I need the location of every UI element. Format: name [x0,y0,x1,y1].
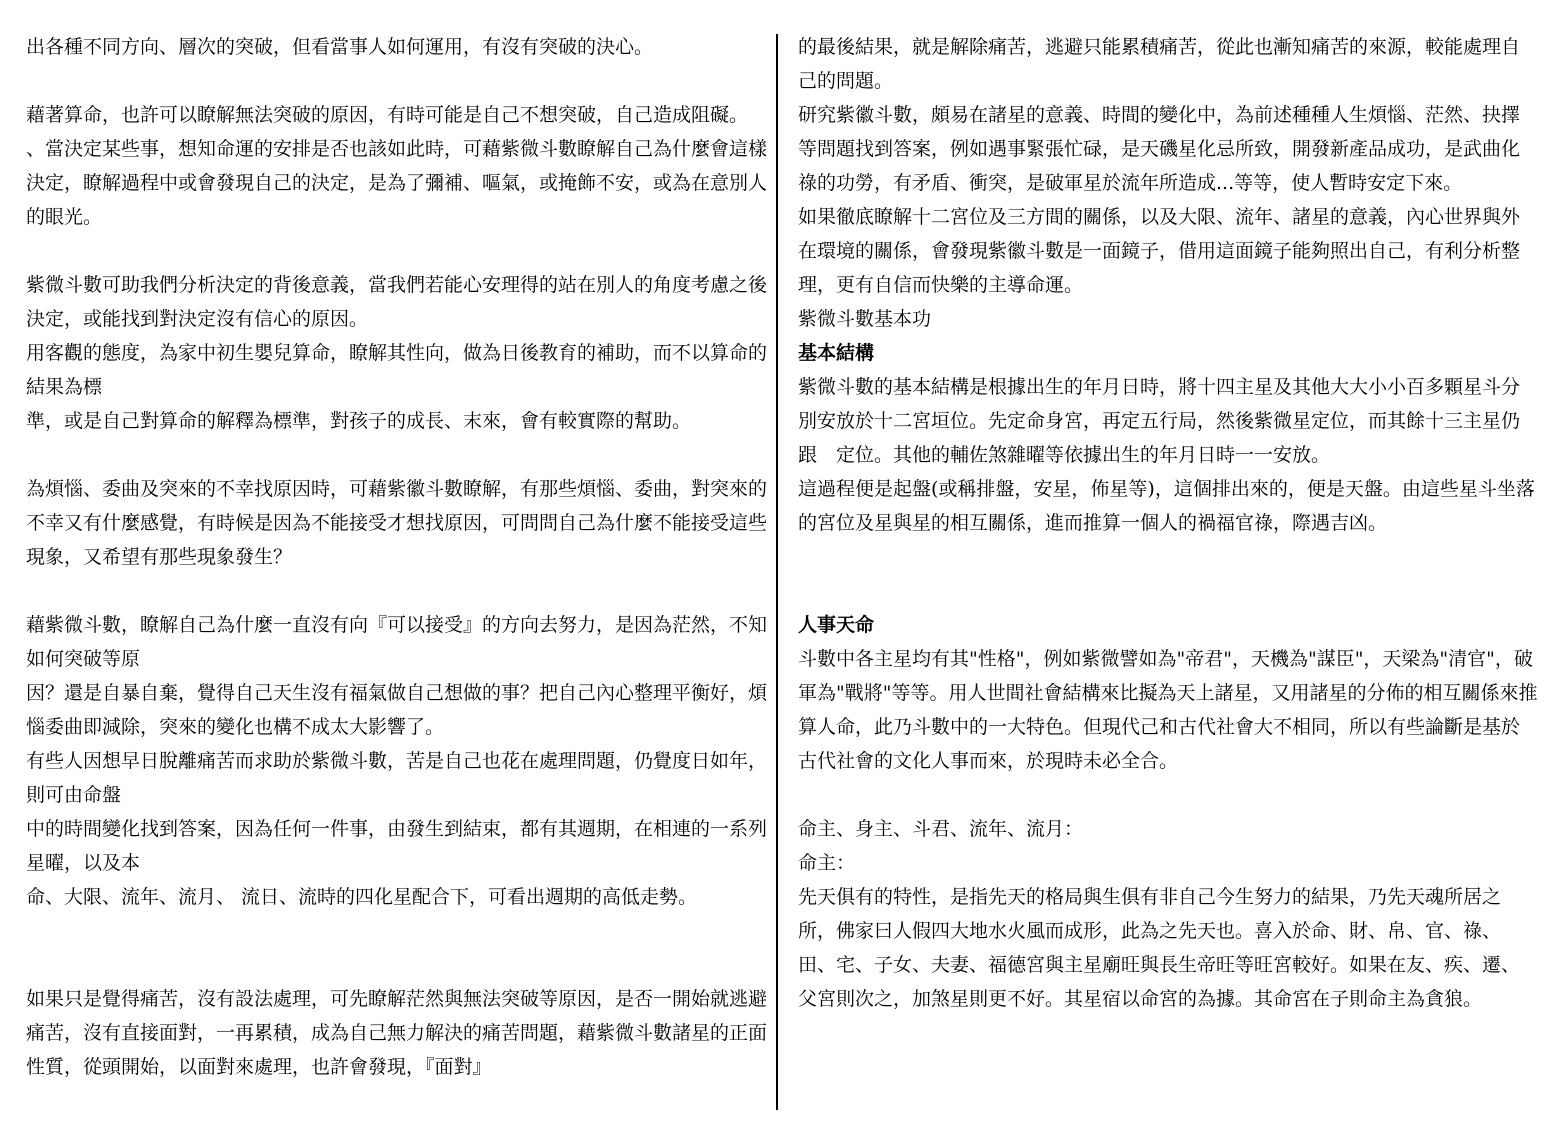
paragraph: 命、大限、流年、流月、 流日、流時的四化星配合下，可看出週期的高低走勢。 [26,886,698,908]
paragraph: 因？還是自暴自棄，覺得自己天生沒有福氣做自己想做的事？把自己內心整理平衡好，煩惱委曲即減除，突來的變化也構不成太大影響了。 [26,682,768,738]
paragraph: 藉紫微斗數，瞭解自己為什麼一直沒有向『可以接受』的方向去努力，是因為茫然，不知如何突破等原 [26,614,768,670]
paragraph: 如果徹底瞭解十二宮位及三方間的關係，以及大限、流年、諸星的意義，內心世界與外在環境的關係，會發現紫徽斗數是一面鏡子，借用這面鏡子能夠照出自己，有利分析整理，更有自信而快樂的主導命運。 [798,206,1521,296]
paragraph: 先天俱有的特性，是指先天的格局與生俱有非自己今生努力的結果，乃先天魂所居之所，佛家曰人假四大地水火風而成形，此為之先天也。喜入於命、財、帛、官、祿、田、宅、子女、夫妻、福德宮與主星廟旺與長生帝旺等旺宮較好。如果在友、疾、遷、父宮則次之，加煞星則更不好。其星宿以命宮的為據。其命宮在子則命主為貪狼。 [798,886,1521,1010]
paragraph: 命主： [798,852,856,874]
paragraph: 命主、身主、斗君、流年、流月： [798,818,1084,840]
paragraph: 這過程便是起盤(或稱排盤，安星，佈星等)，這個排出來的，便是天盤。由這些星斗坐落的宮位及星與星的相互關係，進而推算一個人的禍福官祿，際遇吉凶。 [798,478,1535,534]
column-divider [776,34,778,1110]
paragraph: 藉著算命，也許可以瞭解無法突破的原因，有時可能是自己不想突破，自己造成阻礙。 [26,104,749,126]
paragraph: 、當決定某些事，想知命運的安排是否也該如此時，可藉紫微斗數瞭解自己為什麼會這樣決定，瞭解過程中或會發現自己的決定，是為了彌補、嘔氣，或掩飾不安，或為在意別人的眼光。 [26,138,768,228]
paragraph: 有些人因想早日脫離痛苦而求助於紫微斗數，苦是自己也花在處理問題，仍覺度日如年，則可由命盤 [26,750,768,806]
paragraph: 紫微斗數可助我們分析決定的背後意義，當我們若能心安理得的站在別人的角度考慮之後決定，或能找到對決定沒有信心的原因。 [26,274,768,330]
paragraph: 如果只是覺得痛苦，沒有設法處理，可先瞭解茫然與無法突破等原因，是否一開始就逃避痛苦，沒有直接面對，一再累積，成為自己無力解決的痛苦問題，藉紫微斗數諸星的正面性質，從頭開始，以面對來處理，也許會發現，『面對』 [26,988,768,1078]
section-heading-basic-structure: 基本結構 [798,342,875,364]
paragraph: 斗數中各主星均有其"性格"，例如紫微譬如為"帝君"，天機為"謀臣"，天梁為"清官"，破軍為"戰將"等等。用人世間社會結構來比擬為天上諸星，又用諸星的分佈的相互關係來推算人命，此乃斗數中的一大特色。但現代己和古代社會大不相同，所以有些論斷是基於古代社會的文化人事而來，於現時未必全合。 [798,648,1538,772]
paragraph: 為煩惱、委曲及突來的不幸找原因時，可藉紫徽斗數瞭解，有那些煩惱、委曲，對突來的不幸又有什麼感覺，有時候是因為不能接受才想找原因，可問問自己為什麼不能接受這些現象，又希望有那些現象發生？ [26,478,768,568]
paragraph: 中的時間變化找到答案，因為任何一件事，由發生到結束，都有其週期，在相連的一系列星曜，以及本 [26,818,768,874]
left-column [26,30,771,1084]
paragraph: 紫微斗數的基本結構是根據出生的年月日時，將十四主星及其他大大小小百多顆星斗分別安放於十二宮垣位。先定命身宮，再定五行局，然後紫微星定位，而其餘十三主星仍跟 定位。其他的輔佐煞雜曜等依據出生的年月日時一一安放。 [798,376,1521,466]
paragraph: 準，或是自己對算命的解釋為標準，對孩子的成長、末來，會有較實際的幫助。 [26,410,692,432]
paragraph: 研究紫徽斗數，頗易在諸星的意義、時間的變化中，為前述種種人生煩惱、茫然、抉擇等問題找到答案，例如遇事緊張忙碌，是天磯星化忌所致，開發新產品成功，是武曲化祿的功勞，有矛盾、衝突，是破軍星於流年所造成...等等，使人暫時安定下來。 [798,104,1521,194]
paragraph: 的最後結果，就是解除痛苦，逃避只能累積痛苦，從此也漸知痛苦的來源，較能處理自己的問題。 [798,36,1521,92]
right-column [798,30,1538,1016]
paragraph: 出各種不同方向、層次的突破，但看當事人如何運用，有沒有突破的決心。 [26,36,654,58]
section-heading-human-fate: 人事天命 [798,614,875,636]
section-label: 紫微斗數基本功 [798,308,932,330]
paragraph: 用客觀的態度，為家中初生嬰兒算命，瞭解其性向，做為日後教育的補助，而不以算命的結果為標 [26,342,768,398]
